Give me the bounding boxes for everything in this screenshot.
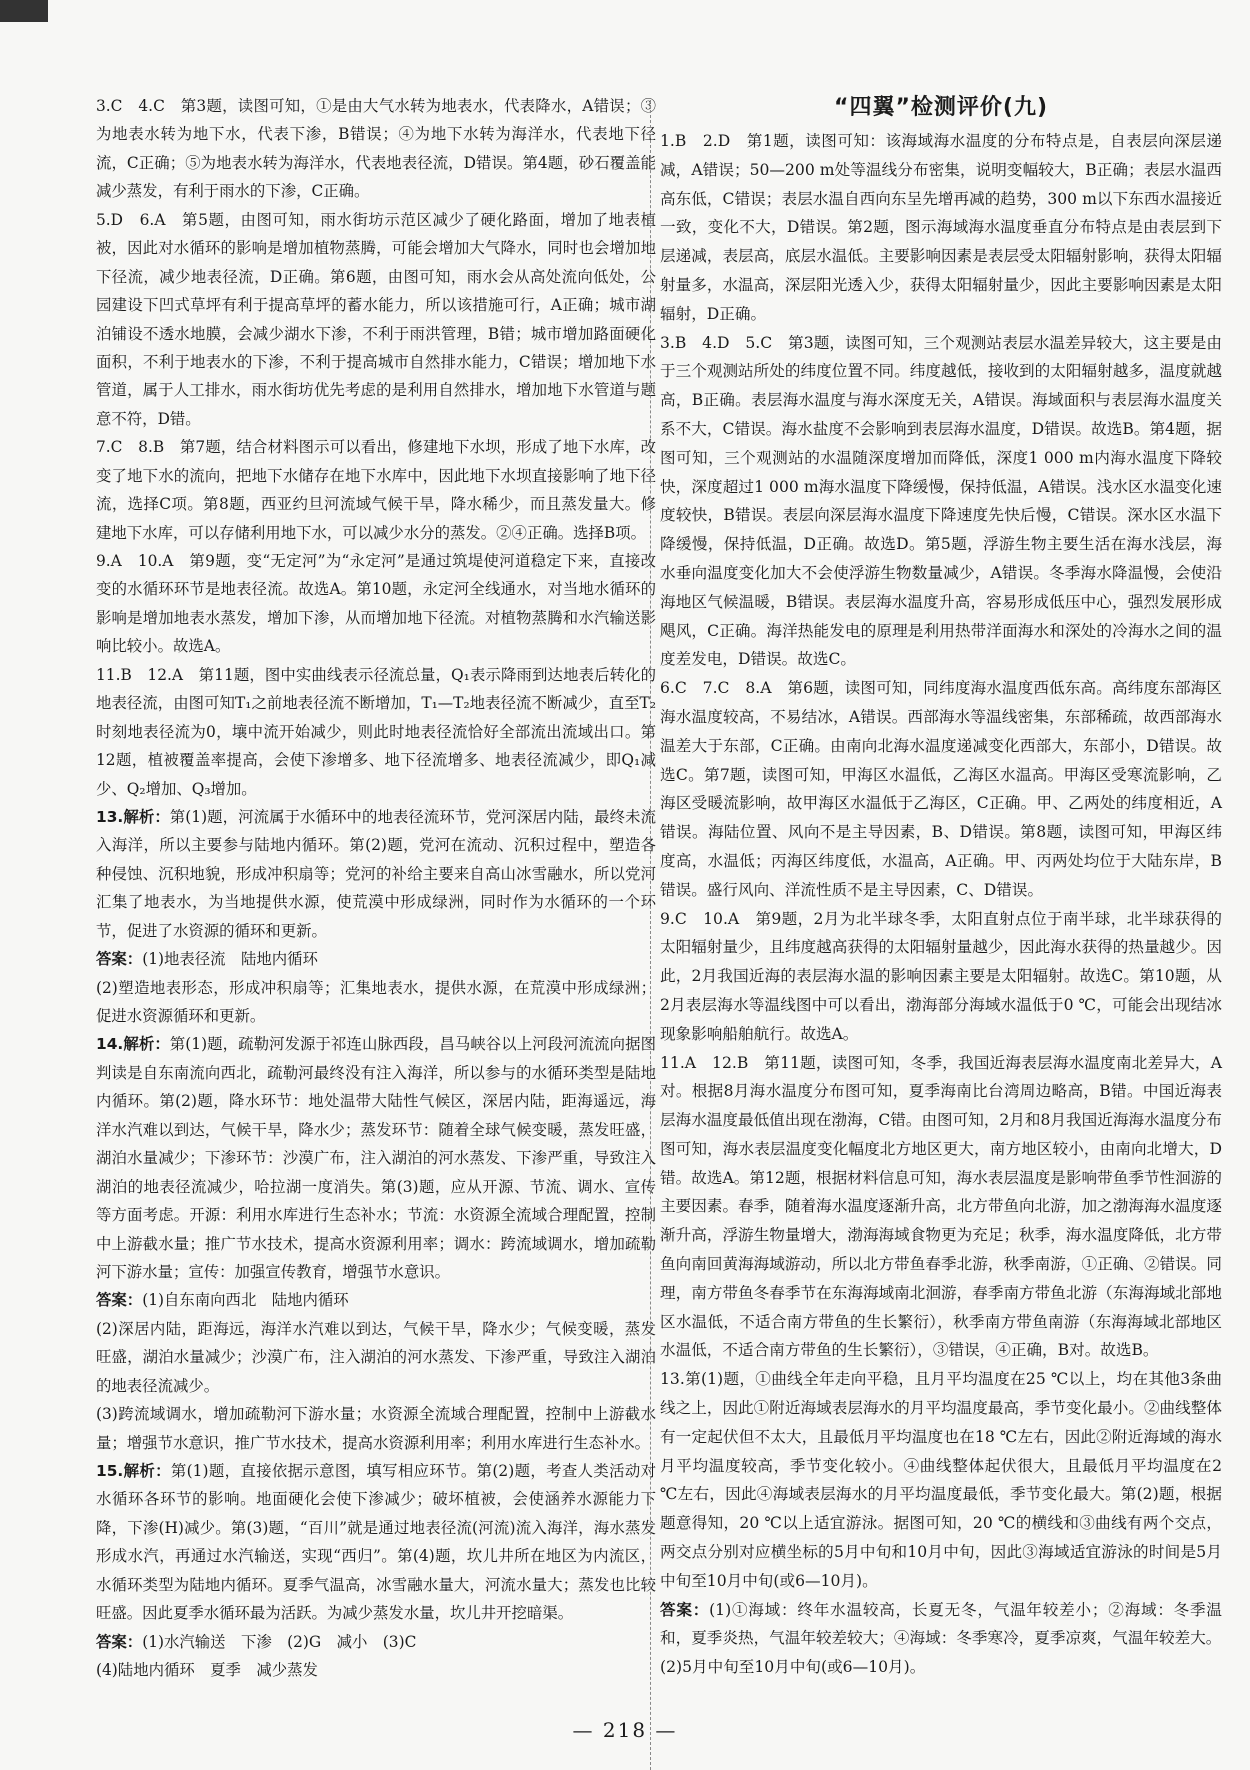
solution-paragraph xyxy=(96,1457,656,1628)
right-column xyxy=(660,92,1222,1682)
paragraph-text: 第(1)题，直接依据示意图，填写相应环节。第(2)题，考查人类活动对水循环各环节的影响。地面硬化会使下渗减少；破坏植被，会使涵养水源能力下降，下渗(H)减少。第(3)题，“百川”就是通过地表径流(河流)流入海洋，海水蒸发形成水汽，再通过水汽输送，实现“西归”。第(4)题，坎儿井所在地区为内流区，水循环类型为陆地内循环。夏季气温高，冰雪融水量大，河流水量大；蒸发也比较旺盛。因此夏季水循环最为活跃。为减少蒸发水量，坎儿井开挖暗渠。 xyxy=(96,1462,657,1623)
paragraph-label: 答案： xyxy=(660,1600,710,1619)
paragraph-label: 答案： xyxy=(96,950,143,969)
paragraph-text: (1)①海域：终年水温较高，长夏无冬，气温年较差小；②海域：冬季温和，夏季炎热，气温年较差较大；④海域：冬季寒冷，夏季凉爽，气温年较差大。 xyxy=(660,1600,1222,1648)
paragraph-text: 3.C 4.C 第3题，读图可知，①是由大气水转为地表水，代表降水，A错误；③为地表水转为地下水，代表下渗，B错误；④为地下水转为海洋水，代表地下径流，C正确；⑤为地表水转为海洋水，代表地表径流，D错误。第4题，砂石覆盖能减少蒸发，有利于雨水的下渗，C正确。 xyxy=(96,97,656,201)
corner-tab-mark xyxy=(0,0,48,22)
paragraph-text: (1)地表径流 陆地内循环 xyxy=(142,950,318,969)
paragraph-text: 11.B 12.A 第11题，图中实曲线表示径流总量，Q₁表示降雨到达地表后转化的地表径流，由图可知T₁之前地表径流不断增加，T₁—T₂地表径流不断减少，直至T₂时刻地表径流为0，壤中流开始减少，则此时地表径流恰好全部流出流域出口。第12题，植被覆盖率提高，会使下渗增多、地下径流增多、地表径流减少，即Q₁减少、Q₂增加、Q₃增加。 xyxy=(96,665,656,798)
paragraph-text: (3)跨流域调水，增加疏勒河下游水量；水资源全流域合理配置，控制中上游截水量；增强节水意识，推广节水技术，提高水资源利用率；利用水库进行生态补水。 xyxy=(96,1405,656,1452)
paragraph-text: (2)深居内陆，距海远，海洋水汽难以到达，气候干旱，降水少；气候变暖，蒸发旺盛，湖泊水量减少；沙漠广布，注入湖泊的河水蒸发、下渗严重，导致注入湖泊的地表径流减少。 xyxy=(96,1319,656,1395)
answer-line xyxy=(96,974,656,1031)
paragraph-text: 第(1)题，河流属于水循环中的地表径流环节，党河深居内陆，最终未流入海洋，所以主要参与陆地内循环。第(2)题，党河在流动、沉积过程中，塑造各种侵蚀、沉积地貌，形成冲积扇等；党河的补给主要来自高山冰雪融水，所以党河汇集了地表水，为当地提供水源，使荒漠中形成绿洲，同时作为水循环的一个环节，促进了水资源的循环和更新。 xyxy=(96,807,656,940)
answer-line xyxy=(660,1596,1222,1654)
answer-line xyxy=(96,1628,656,1656)
paragraph-text: 7.C 8.B 第7题，结合材料图示可以看出，修建地下水坝，形成了地下水库，改变了地下水的流向，把地下水储存在地下水库中，因此地下水坝直接影响了地下径流，选择C项。第8题，西亚约旦河流域气候干旱，降水稀少，而且蒸发量大。修建地下水库，可以存储利用地下水，可以减少水分的蒸发。②④正确。选择B项。 xyxy=(96,438,656,542)
paragraph-text: 13.第(1)题，①曲线全年走向平稳，且月平均温度在25 ℃以上，均在其他3条曲线之上，因此①附近海域表层海水的月平均温度最高，季节变化最小。②曲线整体有一定起伏但不太大，且最低月平均温度也在18 ℃左右，因此②附近海域的海水月平均温度较高，季节变化较小。④曲线整体起伏很大，且最低月平均温度在2 ℃左右，因此④海域表层海水的月平均温度最低，季节变化最大。第(2)题，根据题意得知，20 ℃以上适宜游泳。据图可知，20 ℃的横线和③曲线有两个交点，两交点分别对应横坐标的5月中旬和10月中旬，因此③海域适宜游泳的时间是5月中旬至10月中旬(或6—10月)。 xyxy=(660,1370,1222,1590)
paragraph-label: 13.解析： xyxy=(96,807,170,826)
paragraph-text: 11.A 12.B 第11题，读图可知，冬季，我国近海表层海水温度南北差异大，A对。根据8月海水温度分布图可知，夏季海南比台湾周边略高，B错。中国近海表层海水温度最低值出现在渤海，C错。由图可知，2月和8月我国近海海水温度分布图可知，海水表层温度变化幅度北方地区更大，南方地区较小，由南向北增大，D错。故选A。第12题，根据材料信息可知，海水表层温度是影响带鱼季节性洄游的主要因素。春季，随着海水温度逐渐升高，北方带鱼向北游，加之渤海海水温度逐渐升高，浮游生物量增大，渤海海域食物更为充足；秋季，海水温度降低，北方带鱼向南回黄海海域游动，所以北方带鱼春季北游，秋季南游，①正确、②错误。同理，南方带鱼冬春季节在东海海域南北洄游，春季南方带鱼北游（东海海域北部地区水温低，不适合南方带鱼的生长繁衍），秋季南方带鱼南游（东海海域北部地区水温低，不适合南方带鱼的生长繁衍），③错误，④正确，B对。故选B。 xyxy=(660,1053,1222,1360)
solution-paragraph xyxy=(96,547,656,661)
solution-paragraph xyxy=(96,661,656,803)
paragraph-text: (1)水汽输送 下渗 (2)G 减小 (3)C xyxy=(142,1632,417,1651)
solution-paragraph xyxy=(660,329,1222,675)
paragraph-text: 1.B 2.D 第1题，读图可知：该海域海水温度的分布特点是，自表层向深层递减，A错误；50—200 m处等温线分布密集，说明变幅较大，B正确；表层水温西高东低，C错误；表层水温自西向东呈先增再减的趋势，300 m以下东西水温接近一致，变化不大，D错误。第2题，图示海域海水温度垂直分布特点是由表层到下层递减，表层高，底层水温低。主要影响因素是表层受太阳辐射影响，获得太阳辐射量多，水温高，深层阳光透入少，获得太阳辐射量少，因此主要影响因素是太阳辐射，D正确。 xyxy=(660,132,1222,323)
left-column xyxy=(96,92,656,1685)
answer-line xyxy=(96,1400,656,1457)
paragraph-text: (2)5月中旬至10月中旬(或6—10月)。 xyxy=(660,1658,926,1677)
answer-line xyxy=(96,1286,656,1314)
paragraph-text: (2)塑造地表形态，形成冲积扇等；汇集地表水，提供水源，在荒漠中形成绿洲；促进水资源循环和更新。 xyxy=(96,978,656,1025)
solution-paragraph xyxy=(660,1049,1222,1366)
paragraph-label: 15.解析： xyxy=(96,1462,171,1480)
page-number: — 218 — xyxy=(572,1718,678,1742)
solution-paragraph xyxy=(96,803,656,945)
solution-paragraph xyxy=(96,92,656,206)
paragraph-label: 14.解析： xyxy=(96,1035,170,1054)
solution-paragraph xyxy=(96,1030,656,1286)
paragraph-text: 9.C 10.A 第9题，2月为北半球冬季，太阳直射点位于南半球，北半球获得的太阳辐射量少，且纬度越高获得的太阳辐射量越少，因此海水获得的热量越少。因此，2月我国近海的表层海水温的影响因素主要是太阳辐射。故选C。第10题，从2月表层海水等温线图中可以看出，渤海部分海域水温低于0 ℃，可能会出现结冰现象影响船舶航行。故选A。 xyxy=(660,909,1222,1043)
solution-paragraph xyxy=(660,127,1222,329)
paragraph-text: (1)自东南向西北 陆地内循环 xyxy=(142,1291,349,1310)
solution-paragraph xyxy=(660,905,1222,1049)
paragraph-text: 6.C 7.C 8.A 第6题，读图可知，同纬度海水温度西低东高。高纬度东部海区海水温度较高，不易结冰，A错误。西部海水等温线密集，东部稀疏，故西部海水温差大于东部，C正确。由南向北海水温度递减变化西部大，东部小，D错误。故选C。第7题，读图可知，甲海区水温低，乙海区水温高。甲海区受寒流影响，乙海区受暖流影响，故甲海区水温低于乙海区，C正确。甲、乙两处的纬度相近，A错误。海陆位置、风向不是主导因素，B、D错误。第8题，读图可知，甲海区纬度高，水温低；丙海区纬度低，水温高，A正确。甲、丙两处均位于大陆东岸，B错误。盛行风向、洋流性质不是主导因素，C、D错误。 xyxy=(660,679,1222,899)
solution-paragraph xyxy=(96,206,656,434)
column-divider xyxy=(650,100,651,1770)
paragraph-label: 答案： xyxy=(96,1632,143,1651)
answer-line xyxy=(96,1315,656,1400)
answer-line xyxy=(96,945,656,973)
paragraph-label: 答案： xyxy=(96,1291,143,1310)
paragraph-text: 5.D 6.A 第5题，由图可知，雨水街坊示范区减少了硬化路面，增加了地表植被，因此对水循环的影响是增加植物蒸腾，可能会增加大气降水，同时也会增加地下径流，减少地表径流，D正确。第6题，由图可知，雨水会从高处流向低处，公园建设下凹式草坪有利于提高草坪的蓄水能力，所以该措施可行，A正确；城市湖泊铺设不透水地膜，会减少湖水下渗，不利于雨洪管理，B错；城市增加路面硬化面积，不利于地表水的下渗，不利于提高城市自然排水能力，C错误；增加地下水管道，属于人工排水，雨水街坊优先考虑的是利用自然排水，增加地下水管道与题意不符，D错。 xyxy=(96,210,656,428)
section-title: “四翼”检测评价(九) xyxy=(833,95,1049,120)
paragraph-text: 9.A 10.A 第9题，变“无定河”为“永定河”是通过筑堤使河道稳定下来，直接改变的水循环环节是地表径流。故选A。第10题，永定河全线通水，对当地水循环的影响是增加地表水蒸发，增加下渗，从而增加地下径流。对植物蒸腾和水汽输送影响比较小。故选A。 xyxy=(96,552,656,656)
paragraph-text: 3.B 4.D 5.C 第3题，读图可知，三个观测站表层水温差异较大，这主要是由于三个观测站所处的纬度位置不同。纬度越低，接收到的太阳辐射越多，温度就越高，B正确。表层海水温度与海水深度无关，A错误。海域面积与表层海水温度关系不大，C错误。海水盐度不会影响到表层海水温度，D错误。故选B。第4题，据图可知，三个观测站的水温随深度增加而降低，深度1 000 m内海水温度下降较快，深度超过1 000 m海水温度下降缓慢，保持低温，A错误。浅水区水温变化速度较快，B错误。表层向深层海水温度下降速度先快后慢，C错误。深水区水温下降缓慢，保持低温，D正确。故选D。第5题，浮游生物主要生活在海水浅层，海水垂向温度变化加大不会使浮游生物数量减少，A错误。冬季海水降温慢，会使沿海地区气候温暖，B错误。表层海水温度升高，容易形成低压中心，强烈发展形成飓风，C正确。海洋热能发电的原理是利用热带洋面海水和深处的冷海水之间的温度差发电，D错误。故选C。 xyxy=(660,333,1222,669)
paragraph-text: (4)陆地内循环 夏季 减少蒸发 xyxy=(96,1661,318,1680)
solution-paragraph xyxy=(660,674,1222,904)
answer-line xyxy=(96,1656,656,1684)
paragraph-text: 第(1)题，疏勒河发源于祁连山脉西段，昌马峡谷以上河段河流流向据图判读是自东南流向西北，疏勒河最终没有注入海洋，所以参与的水循环类型是陆地内循环。第(2)题，降水环节：地处温带大陆性气候区，深居内陆，距海遥远，海洋水汽难以到达，气候干旱，降水少；蒸发环节：随着全球气候变暖，蒸发旺盛，湖泊水量减少；下渗环节：沙漠广布，注入湖泊的河水蒸发、下渗严重，导致注入湖泊的地表径流减少，哈拉湖一度消失。第(3)题，应从开源、节流、调水、宣传等方面考虑。开源：利用水库进行生态补水；节流：水资源全流域合理配置，控制中上游截水量；推广节水技术，提高水资源利用率；调水：跨流域调水，增加疏勒河下游水量；宣传：加强宣传教育，增强节水意识。 xyxy=(96,1035,656,1281)
solution-paragraph xyxy=(96,433,656,547)
answer-line xyxy=(660,1653,1222,1682)
solution-paragraph xyxy=(660,1365,1222,1595)
right-column-body xyxy=(660,127,1222,1682)
